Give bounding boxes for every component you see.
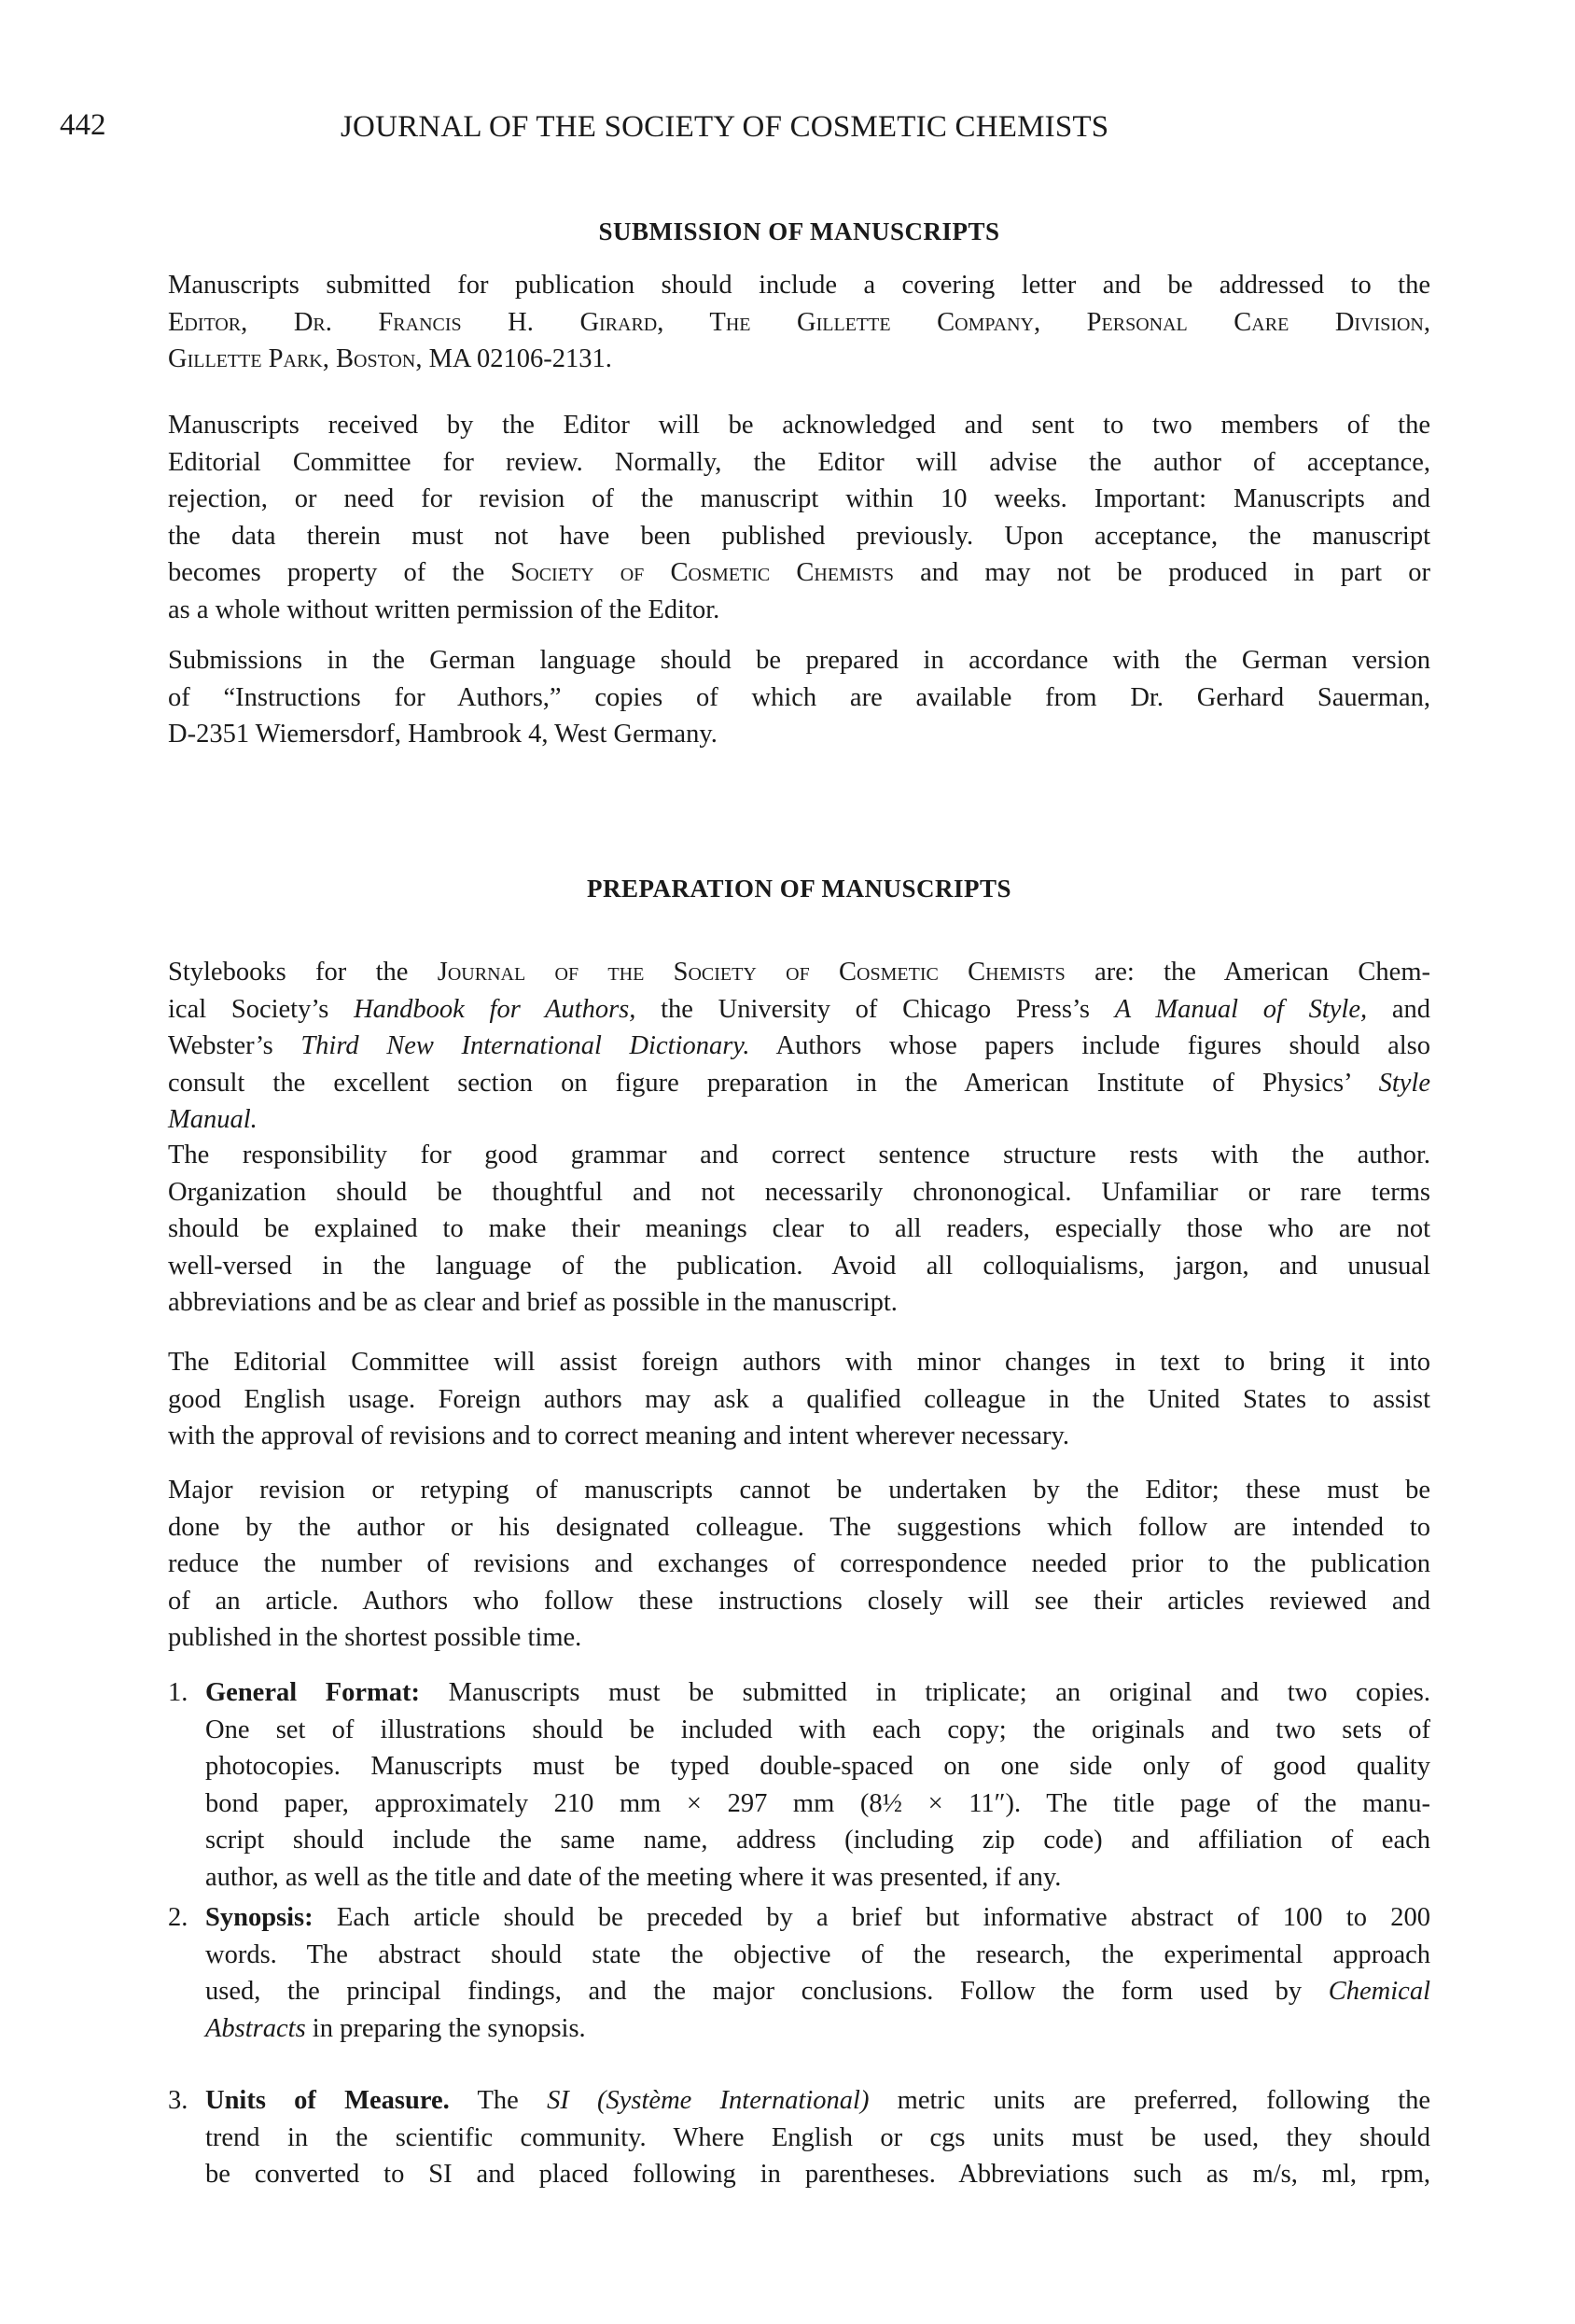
run-text: used, the principal findings, and the major conclusions. Follow the form used by	[205, 1977, 1329, 2006]
run-text: Submissions in the German language should be prepared in accordance with the German version	[168, 646, 1430, 675]
text-line	[205, 1822, 1430, 1859]
run-text: should be explained to make their meanings clear to all readers, especially those who are not	[168, 1214, 1430, 1243]
text-line	[168, 592, 1430, 629]
run-small-caps: Editor, Dr. Francis H. Girard, The Gillette Company, Personal Care Division,	[168, 307, 1430, 337]
text-line	[168, 341, 1430, 378]
text-line	[205, 2120, 1430, 2157]
run-text: Authors whose papers include figures should also	[749, 1031, 1431, 1060]
text-line	[205, 1859, 1430, 1897]
text-line	[205, 2010, 1430, 2048]
text-line	[168, 1028, 1430, 1065]
paragraph	[168, 1137, 1430, 1322]
run-italic: Abstracts	[205, 2013, 306, 2043]
run-text: trend in the scientific community. Where English or cgs units must be used, they should	[205, 2122, 1430, 2152]
run-text: Manuscripts received by the Editor will be acknowledged and sent to two members of the	[168, 411, 1430, 440]
text-line	[168, 1284, 1430, 1322]
run-small-caps: Journal of the Society of Cosmetic Chemists	[437, 958, 1066, 987]
text-line	[168, 1101, 1430, 1139]
paragraph	[168, 407, 1430, 628]
paragraph	[168, 642, 1430, 753]
text-line	[168, 1619, 1430, 1657]
run-bold: Synopsis:	[205, 1903, 314, 1932]
run-text: Editorial Committee for review. Normally, the Editor will advise the author of acceptance,	[168, 447, 1430, 477]
run-italic: SI (Système International)	[547, 2086, 870, 2115]
run-text: Manuscripts must be submitted in triplicate; an original and two copies.	[420, 1678, 1430, 1707]
run-text: MA 02106-2131.	[422, 344, 612, 373]
text-line	[168, 1509, 1430, 1547]
run-text: rejection, or need for revision of the manuscript within 10 weeks. Important: Manuscripts and	[168, 484, 1430, 513]
run-text: The responsibility for good grammar and correct sentence structure rests with the author.	[168, 1141, 1430, 1169]
run-text: be converted to SI and placed following in parentheses. Abbreviations such as m/s, ml, rpm,	[205, 2160, 1430, 2189]
run-text: the University of Chicago Press’s	[635, 994, 1115, 1024]
paragraph	[168, 1472, 1430, 1657]
text-line	[205, 1748, 1430, 1785]
run-italic: Chemical	[1328, 1977, 1430, 2006]
running-head: JOURNAL OF THE SOCIETY OF COSMETIC CHEMISTS	[341, 110, 1109, 144]
text-line	[205, 1973, 1430, 2010]
list-item-text	[205, 1899, 1430, 2047]
run-text: Major revision or retyping of manuscripts cannot be undertaken by the Editor; these must be	[168, 1476, 1430, 1505]
text-line	[168, 444, 1430, 482]
run-text: well-versed in the language of the publication. Avoid all colloquialisms, jargon, and unusual	[168, 1251, 1430, 1281]
run-text: done by the author or his designated colleague. The suggestions which follow are intended to	[168, 1512, 1430, 1542]
run-text: One set of illustrations should be included with each copy; the originals and two sets of	[205, 1715, 1430, 1744]
text-line	[168, 954, 1430, 991]
run-italic: Manual.	[168, 1105, 258, 1134]
text-line	[205, 2082, 1430, 2120]
run-text: good English usage. Foreign authors may ask a qualified colleague in the United States to assist	[168, 1384, 1430, 1414]
section-heading-submission: SUBMISSION OF MANUSCRIPTS	[598, 217, 1000, 245]
text-line	[168, 267, 1430, 304]
run-text: and	[1367, 994, 1430, 1024]
text-line	[168, 642, 1430, 679]
run-italic: A Manual of Style,	[1114, 994, 1368, 1024]
run-text: author, as well as the title and date of the meeting where it was presented, if any.	[205, 1862, 1062, 1892]
paragraph	[168, 1344, 1430, 1455]
run-text: Manuscripts submitted for publication should include a covering letter and be addressed to the	[168, 271, 1430, 300]
text-line	[168, 679, 1430, 717]
text-line	[168, 1174, 1430, 1211]
text-line	[168, 407, 1430, 444]
run-text: with the approval of revisions and to correct meaning and intent wherever necessary.	[168, 1421, 1070, 1450]
run-text: as a whole without written permission of the Editor.	[168, 595, 720, 624]
text-line	[168, 518, 1430, 555]
run-italic: Handbook for Authors,	[354, 994, 636, 1024]
run-text: words. The abstract should state the objective of the research, the experimental approach	[205, 1939, 1430, 1969]
run-text: abbreviations and be as clear and brief as possible in the manuscript.	[168, 1288, 898, 1317]
text-line	[168, 716, 1430, 753]
text-line	[168, 1381, 1430, 1419]
run-small-caps: Society of Cosmetic Chemists	[510, 558, 894, 587]
run-bold: Units of Measure.	[205, 2086, 450, 2115]
run-text: the data therein must not have been published previously. Upon acceptance, the manuscript	[168, 521, 1430, 551]
run-text: photocopies. Manuscripts must be typed double-spaced on one side only of good quality	[205, 1752, 1430, 1781]
run-text: are: the American Chem-	[1065, 958, 1430, 987]
run-text: metric units are preferred, following the	[869, 2086, 1431, 2115]
run-text: becomes property of the	[168, 558, 511, 587]
run-text: consult the excellent section on figure preparation in the American Institute of Physics’	[168, 1068, 1379, 1098]
run-text: published in the shortest possible time.	[168, 1623, 582, 1652]
text-line	[168, 304, 1430, 342]
run-text: of an article. Authors who follow these instructions closely will see their articles reviewed and	[168, 1586, 1430, 1616]
text-line	[168, 1248, 1430, 1285]
text-line	[168, 1137, 1430, 1174]
text-line	[205, 1899, 1430, 1937]
text-line	[168, 1065, 1430, 1102]
run-italic: Style	[1378, 1068, 1430, 1098]
run-text: Each article should be preceded by a brief but informative abstract of 100 to 200	[313, 1903, 1430, 1932]
run-text: The	[449, 2086, 548, 2115]
paragraph	[168, 267, 1430, 378]
text-line	[168, 1344, 1430, 1381]
text-line	[168, 481, 1430, 518]
list-item-text	[205, 1674, 1430, 1896]
list-number: 2.	[168, 1903, 188, 1932]
list-number: 1.	[168, 1678, 188, 1707]
run-text: in preparing the synopsis.	[305, 2013, 586, 2043]
text-line	[205, 1937, 1430, 1974]
run-text: and may not be produced in part or	[893, 558, 1430, 587]
text-line	[168, 1546, 1430, 1583]
text-line	[205, 1712, 1430, 1749]
section-heading-preparation: PREPARATION OF MANUSCRIPTS	[586, 875, 1011, 903]
run-text: The Editorial Committee will assist foreign authors with minor changes in text to bring it into	[168, 1348, 1430, 1377]
run-text: of “Instructions for Authors,” copies of which are available from Dr. Gerhard Sauerman,	[168, 682, 1430, 712]
run-text: bond paper, approximately 210 mm × 297 mm (8½ × 11″). The title page of the manu-	[205, 1788, 1430, 1818]
text-line	[168, 1211, 1430, 1248]
run-small-caps: Gillette Park, Boston,	[168, 344, 423, 373]
paragraph	[168, 954, 1430, 1139]
page-number: 442	[60, 108, 106, 142]
text-line	[168, 1583, 1430, 1620]
run-text: D-2351 Wiemersdorf, Hambrook 4, West Germany.	[168, 720, 718, 749]
run-text: ical Society’s	[168, 994, 355, 1024]
run-text: script should include the same name, address (including zip code) and affiliation of each	[205, 1826, 1430, 1855]
run-italic: Third New International Dictionary.	[300, 1031, 750, 1060]
run-text: Organization should be thoughtful and not necessarily chrononogical. Unfamiliar or rare terms	[168, 1177, 1430, 1207]
text-line	[205, 1674, 1430, 1712]
list-item-text	[205, 2082, 1430, 2193]
run-text: reduce the number of revisions and exchanges of correspondence needed prior to the publication	[168, 1549, 1430, 1578]
text-line	[205, 1785, 1430, 1823]
text-line	[205, 2156, 1430, 2193]
text-line	[168, 991, 1430, 1029]
text-line	[168, 554, 1430, 592]
text-line	[168, 1472, 1430, 1509]
run-text: Webster’s	[168, 1031, 301, 1060]
list-number: 3.	[168, 2086, 188, 2115]
run-text: Stylebooks for the	[168, 958, 438, 987]
run-bold: General Format:	[205, 1678, 421, 1707]
text-line	[168, 1418, 1430, 1455]
